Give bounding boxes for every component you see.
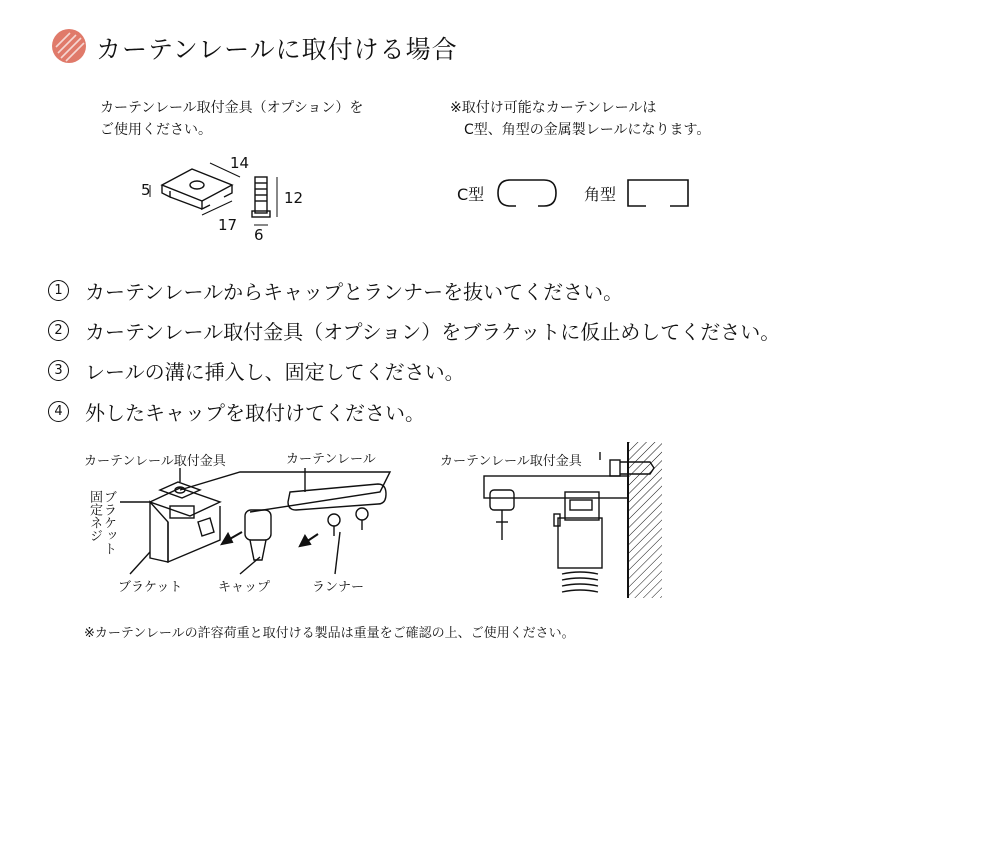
note-left <box>100 97 363 141</box>
footer-note: ※カーテンレールの許容荷重と取付ける製品は重量をご確認の上、ご使用ください。 <box>84 626 575 641</box>
label-cap: キャップ <box>218 580 271 595</box>
step-4-text: 外したキャップを取付けてください。 <box>85 401 425 425</box>
label-runner: ランナー <box>312 580 365 595</box>
c-type-label: C型 <box>457 185 485 204</box>
label-fitting-right: カーテンレール取付金具 <box>440 454 582 469</box>
c-type-rail-icon <box>496 178 558 208</box>
step-1 <box>48 276 623 305</box>
square-type-rail-icon <box>626 178 690 208</box>
dimension-screw-length: 12 <box>284 189 304 207</box>
page-title: カーテンレールに取付ける場合 <box>96 35 458 64</box>
assembly-illustration <box>110 462 430 592</box>
dimension-screw-diameter: 6 <box>254 226 264 244</box>
step-1-text: カーテンレールからキャップとランナーを抜いてください。 <box>85 280 624 304</box>
dimension-top: 14 <box>230 154 250 172</box>
title-marker-icon <box>50 27 88 65</box>
wall-mount-cross-section <box>470 440 670 600</box>
label-fixing-screw: 固定ネジ <box>87 490 102 542</box>
note-left-line1: カーテンレール取付金具（オプション）を <box>100 100 364 116</box>
label-bracket: ブラケット <box>118 580 183 595</box>
step-2-text: カーテンレール取付金具（オプション）をブラケットに仮止めしてください。 <box>85 320 781 344</box>
dimension-bottom: 17 <box>218 216 238 234</box>
square-type-label: 角型 <box>584 185 617 204</box>
note-right <box>450 97 710 141</box>
step-3-number: 3 <box>48 360 69 381</box>
label-bracket-vertical: ブラケット <box>101 490 116 555</box>
label-rail: カーテンレール <box>286 452 376 467</box>
step-2 <box>48 316 780 345</box>
note-left-line2: ご使用ください。 <box>100 122 212 138</box>
step-2-number: 2 <box>48 320 69 341</box>
note-right-line2: C型、角型の金属製レールになります。 <box>464 122 711 138</box>
step-4-number: 4 <box>48 401 69 422</box>
note-right-line1: ※取付け可能なカーテンレールは <box>450 100 657 116</box>
dimension-side: 5 <box>141 181 151 199</box>
step-1-number: 1 <box>48 280 69 301</box>
step-3-text: レールの溝に挿入し、固定してください。 <box>85 360 465 384</box>
label-fitting: カーテンレール取付金具 <box>84 454 226 469</box>
step-4 <box>48 397 425 426</box>
step-3 <box>48 356 465 385</box>
